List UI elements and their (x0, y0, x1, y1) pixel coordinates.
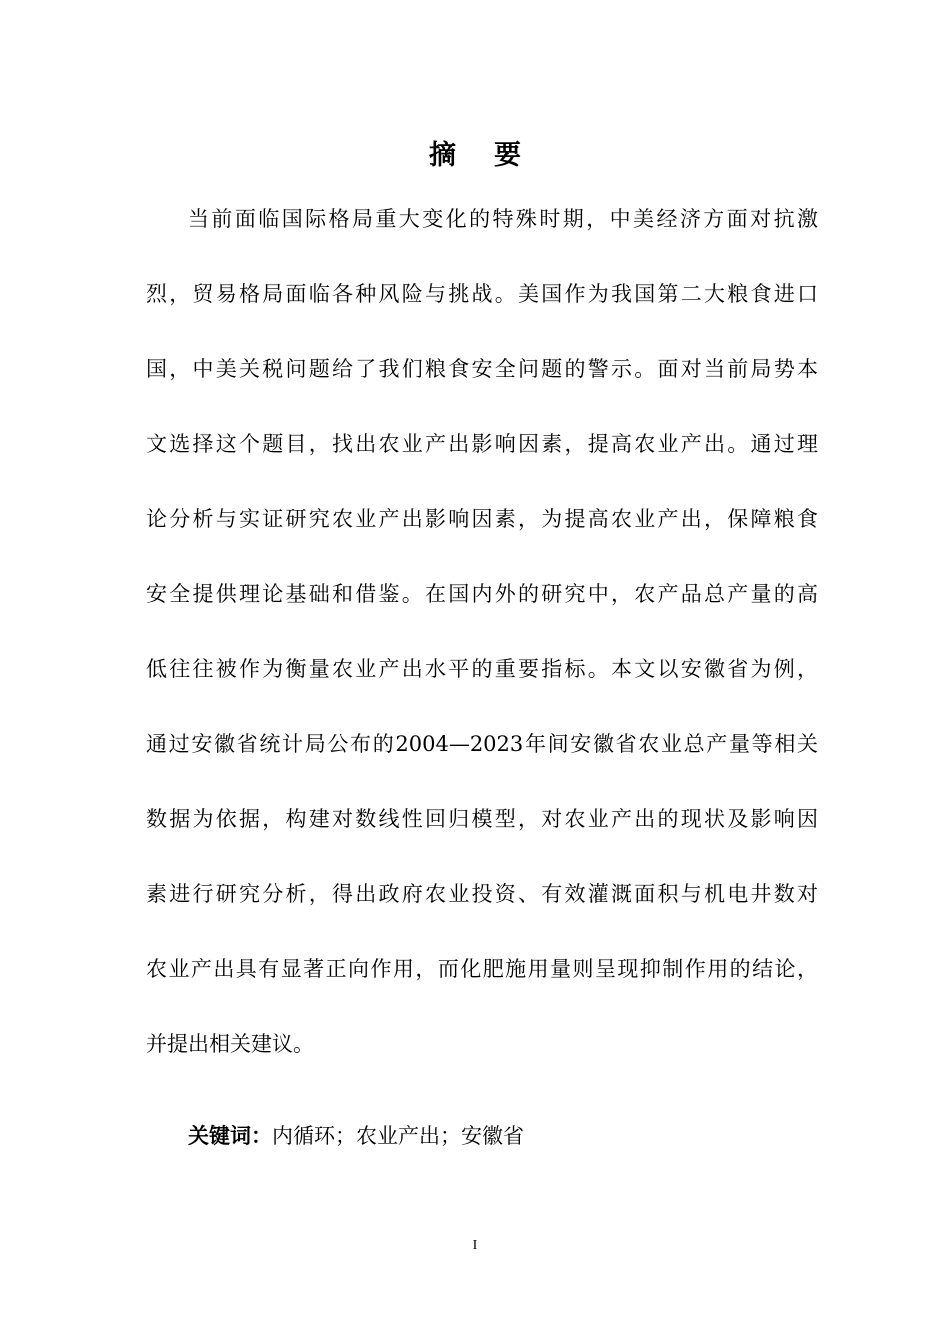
abstract-line: 并提出相关建议。 (146, 1032, 314, 1056)
abstract-title: 摘要 (429, 140, 559, 171)
abstract-line: 文选择这个题目，找出农业产出影响因素，提高农业产出。通过理 (146, 432, 818, 456)
page-number: I (472, 1238, 478, 1253)
abstract-line: 低往往被作为衡量农业产出水平的重要指标。本文以安徽省为例， (146, 657, 818, 681)
abstract-line: 烈，贸易格局面临各种风险与挑战。美国作为我国第二大粮食进口 (146, 282, 818, 306)
abstract-line: 安全提供理论基础和借鉴。在国内外的研究中，农产品总产量的高 (146, 582, 818, 606)
abstract-line: 通过安徽省统计局公布的2004—2023年间安徽省农业总产量等相关 (146, 732, 818, 756)
keywords-text: 内循环；农业产出；安徽省 (272, 1124, 524, 1148)
abstract-line: 数据为依据，构建对数线性回归模型，对农业产出的现状及影响因 (146, 807, 818, 831)
abstract-line: 当前面临国际格局重大变化的特殊时期，中美经济方面对抗激 (188, 207, 818, 231)
abstract-line: 国，中美关税问题给了我们粮食安全问题的警示。面对当前局势本 (146, 357, 818, 381)
keywords-label: 关键词： (188, 1124, 272, 1148)
abstract-line: 论分析与实证研究农业产出影响因素，为提高农业产出，保障粮食 (146, 507, 818, 531)
abstract-line: 农业产出具有显著正向作用，而化肥施用量则呈现抑制作用的结论， (146, 957, 818, 981)
abstract-line: 素进行研究分析，得出政府农业投资、有效灌溉面积与机电井数对 (146, 882, 818, 906)
abstract-body (146, 182, 818, 1082)
keywords (188, 1116, 524, 1156)
